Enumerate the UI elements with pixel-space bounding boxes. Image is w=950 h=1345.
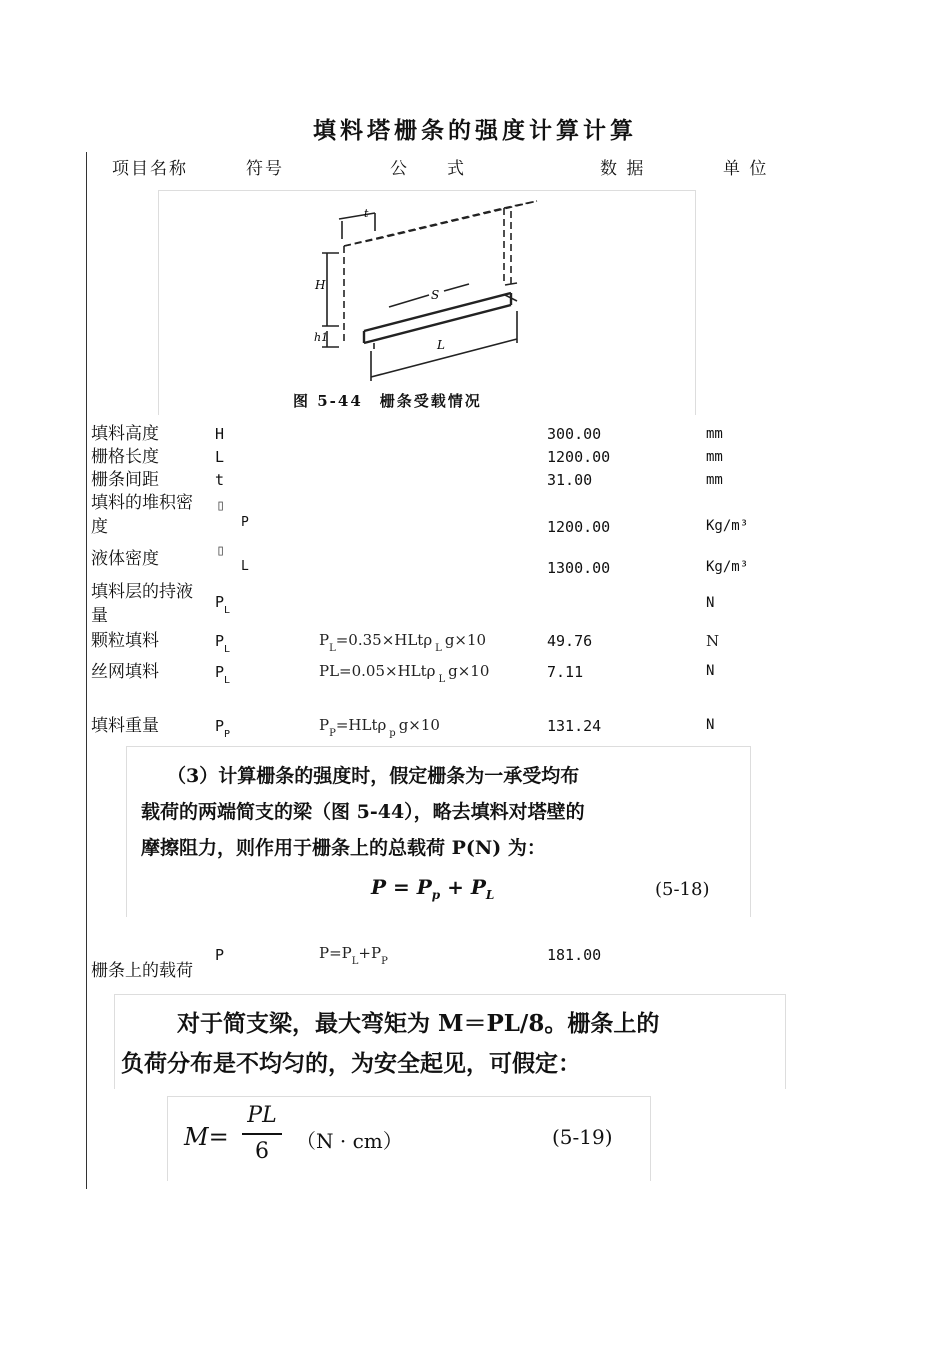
row-grid-length-unit: mm [706,449,723,465]
equation-5-18-number: (5-18) [655,879,710,900]
scan1-line3: 摩擦阻力，则作用于栅条上的总载荷 P(N) 为： [141,837,546,859]
row-grid-length-value: 1200.00 [547,448,611,466]
row-fill-height-unit: mm [706,426,723,442]
row-wire-mesh-fill-symbol: $P_L$ [215,663,231,686]
equation-5-18: $P = P_p + P_L$ [371,875,495,902]
row-bar-spacing-value: 31.00 [547,471,593,489]
row-bulk-density-name-cont: 度 [91,517,108,537]
row-bar-load-value: 181.00 [547,946,602,964]
row-granular-fill-symbol: $P_L$ [215,632,231,655]
row-wire-mesh-fill-unit: N [706,663,715,679]
row-fill-weight-symbol: $P_P$ [215,717,231,740]
row-wire-mesh-fill-formula: PL=0.05×HLtρ $_L$ g×10 [319,662,490,685]
header-symbol: 符号 [246,159,284,179]
row-liquid-holdup-symbol: $P_L$ [215,593,231,616]
header-unit: 单 位 [723,159,769,179]
row-wire-mesh-fill-name: 丝网填料 [91,662,159,682]
row-bar-load-symbol: P [215,946,225,964]
row-bar-load-formula: $P=P_L+P_P$ [319,944,388,967]
row-fill-weight-formula: $P_P=HLt\rho$ $_p$ g×10 [319,716,440,739]
row-bulk-density-unit: Kg/m³ [706,518,749,534]
label-t: t [364,207,369,220]
left-border-line [86,152,87,1189]
row-bar-spacing-name: 栅条间距 [91,470,159,490]
label-H: H [315,278,326,292]
missing-glyph-icon: ▯ [216,496,226,514]
scan2-line1: 对于简支梁，最大弯矩为 M＝PL/8。栅条上的 [177,1010,660,1037]
equation-5-19-number: (5-19) [552,1125,613,1149]
page-title: 填料塔栅条的强度计算计算 [313,117,637,144]
row-bar-spacing-symbol: t [215,471,225,489]
label-h1: h1 [314,331,329,344]
row-granular-fill-value: 49.76 [547,632,593,650]
row-grid-length-symbol: L [215,448,225,466]
row-bulk-density-symbol-sub: P [241,515,249,530]
row-bar-load-name: 栅条上的载荷 [91,961,193,981]
row-grid-length-name: 栅格长度 [91,447,159,467]
equation-5-19-numerator: PL [247,1103,277,1128]
header-formula: 公 式 [390,159,466,179]
grid-bar-diagram [159,191,695,415]
row-fill-weight-unit: N [706,717,715,733]
scan1-line1: （3）计算栅条的强度时，假定栅条为一承受均布 [167,765,580,787]
row-fill-height-name: 填料高度 [91,424,159,444]
equation-5-19-unit: （N · cm） [296,1129,403,1153]
row-liquid-holdup-unit: N [706,595,715,611]
row-bulk-density-name: 填料的堆积密 [91,493,193,513]
row-granular-fill-unit: N [706,632,720,650]
scan-text-block-total-load [126,746,751,917]
fraction-bar [242,1133,282,1135]
row-liquid-density-symbol-sub: L [241,559,249,574]
equation-5-19-block [167,1096,651,1181]
row-fill-height-symbol: H [215,425,225,443]
row-liquid-density-value: 1300.00 [547,559,611,577]
row-fill-weight-name: 填料重量 [91,716,159,736]
label-L: L [437,338,445,352]
row-liquid-density-name: 液体密度 [91,549,159,569]
row-bar-spacing-unit: mm [706,472,723,488]
figure-grid-bar-load [158,190,696,415]
figure-caption: 图 5-44 栅条受载情况 [293,392,482,410]
row-granular-fill-formula: $P_L=0.35\times HLt\rho$ $_L$ g×10 [319,631,487,654]
row-wire-mesh-fill-value: 7.11 [547,663,584,681]
scan-text-block-bending-moment [114,994,786,1089]
label-S: S [431,288,440,302]
equation-5-19-lhs: M= [184,1123,229,1151]
header-data: 数 据 [600,159,646,179]
row-bulk-density-value: 1200.00 [547,518,611,536]
equation-5-19-denominator: 6 [255,1139,269,1164]
row-granular-fill-name: 颗粒填料 [91,631,159,651]
scan2-line2: 负荷分布是不均匀的，为安全起见，可假定： [121,1050,581,1077]
missing-glyph-icon: ▯ [216,541,226,559]
header-name: 项目名称 [112,159,188,179]
row-liquid-density-unit: Kg/m³ [706,559,749,575]
row-fill-height-value: 300.00 [547,425,602,443]
row-liquid-holdup-name-cont: 量 [91,606,108,626]
row-fill-weight-value: 131.24 [547,717,602,735]
row-liquid-holdup-name: 填料层的持液 [91,582,193,602]
scan1-line2: 载荷的两端简支的梁（图 5-44），略去填料对塔壁的 [141,801,585,823]
